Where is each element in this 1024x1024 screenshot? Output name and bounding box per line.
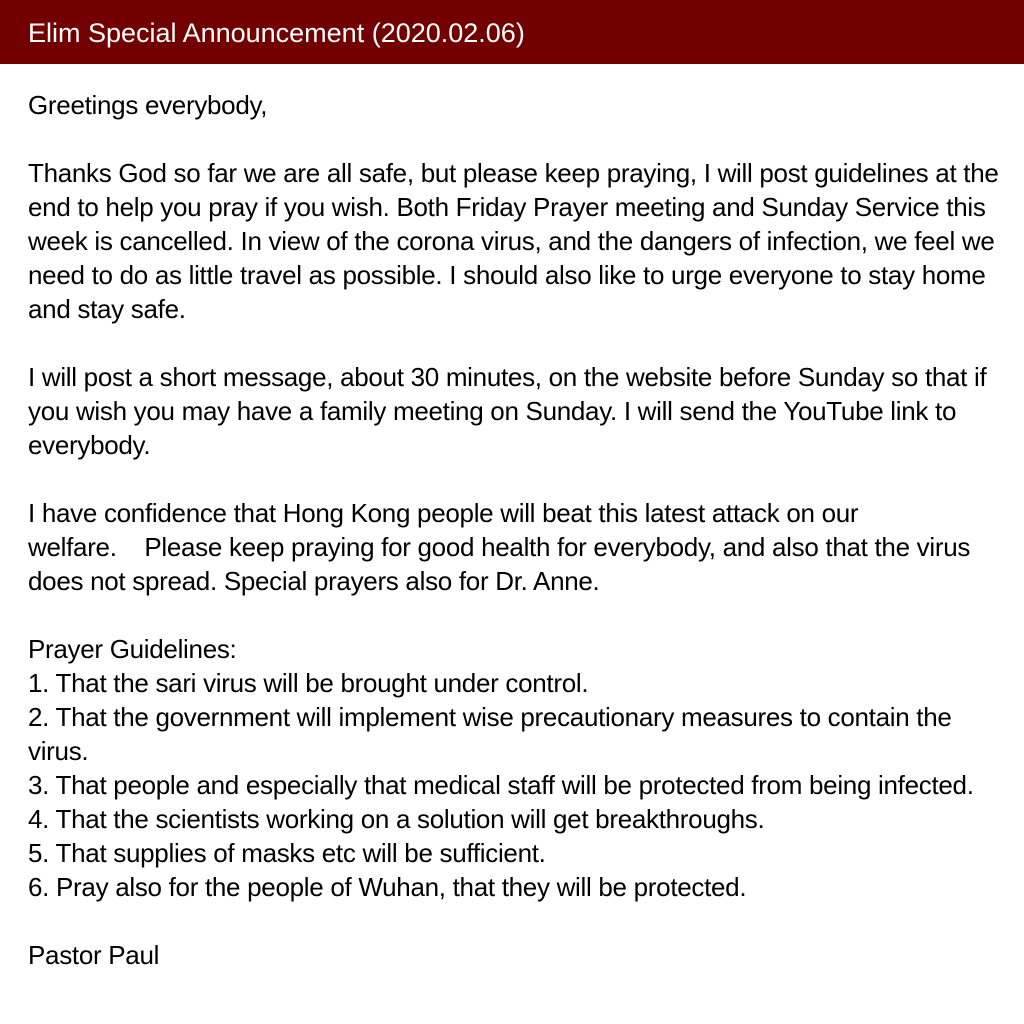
guideline-item: 2. That the government will implement wise precautionary measures to contain the virus. xyxy=(28,702,952,766)
guideline-item: 4. That the scientists working on a solution will get breakthroughs. xyxy=(28,804,765,834)
announcement-body xyxy=(28,88,1013,972)
guideline-item: 1. That the sari virus will be brought under control. xyxy=(28,668,589,698)
announcement-title: Elim Special Announcement (2020.02.06) xyxy=(28,18,525,48)
guideline-item: 3. That people and especially that medical staff will be protected from being infected. xyxy=(28,770,974,800)
signature: Pastor Paul xyxy=(28,940,160,970)
guideline-item: 6. Pray also for the people of Wuhan, that they will be protected. xyxy=(28,872,747,902)
announcement-header xyxy=(0,0,1024,64)
paragraph-confidence: I have confidence that Hong Kong people will beat this latest attack on our welfare. Please keep praying for good health for everybody, and also that the virus does not spread. Special prayers also for Dr. Anne. xyxy=(28,498,971,596)
paragraph-message: I will post a short message, about 30 minutes, on the website before Sunday so that if you wish you may have a family meeting on Sunday. I will send the YouTube link to everybody. xyxy=(28,362,987,460)
guidelines-list xyxy=(28,666,1013,904)
guideline-item: 5. That supplies of masks etc will be sufficient. xyxy=(28,838,546,868)
paragraph-safety: Thanks God so far we are all safe, but please keep praying, I will post guidelines at the end to help you pray if you wish. Both Friday Prayer meeting and Sunday Service this week is cancelled. In view of the corona virus, and the dangers of infection, we feel we need to do as little travel as possible. I should also like to urge everyone to stay home and stay safe. xyxy=(28,158,999,324)
guidelines-title: Prayer Guidelines: xyxy=(28,634,237,664)
greeting: Greetings everybody, xyxy=(28,90,268,120)
